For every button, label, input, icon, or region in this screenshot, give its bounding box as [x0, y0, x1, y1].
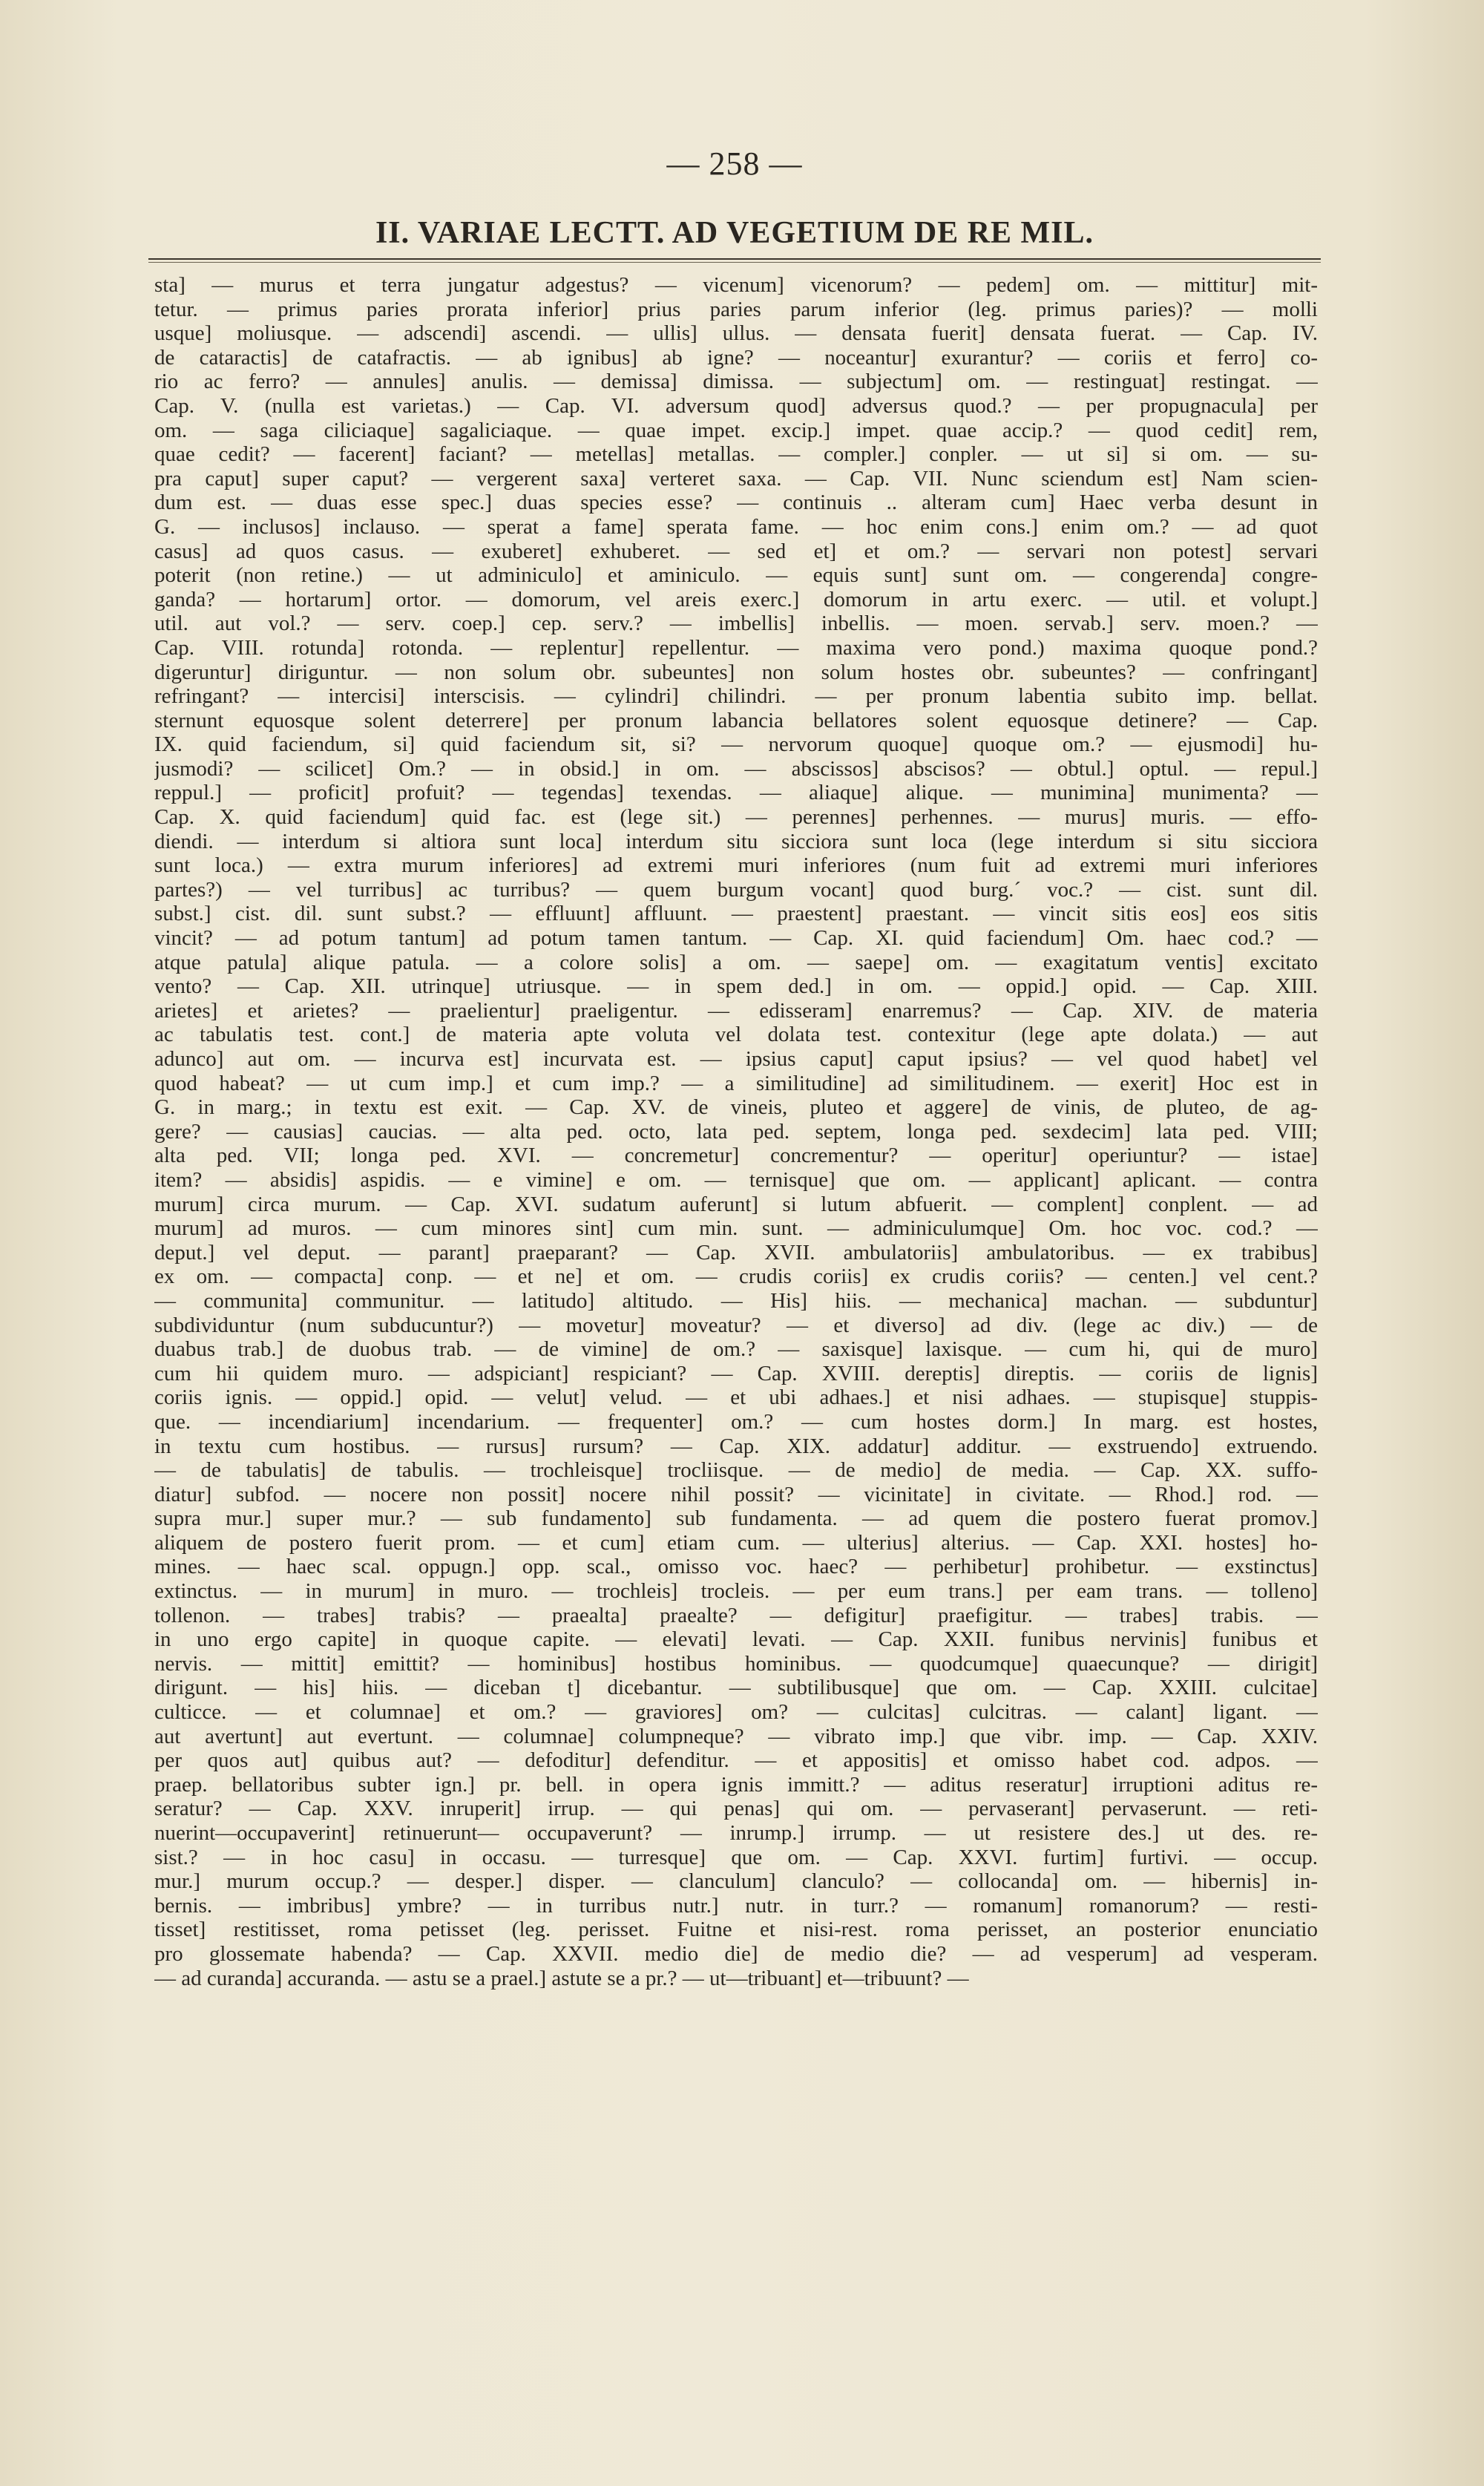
text-line: Cap. X. quid faciendum] quid fac. est (lege sit.) — perennes] perhennes. — murus] muris. — effo- [154, 805, 1318, 830]
text-line: in uno ergo capite] in quoque capite. — elevati] levati. — Cap. XXII. funibus nervinis] funibus et [154, 1627, 1318, 1652]
text-line: tetur. — primus paries prorata inferior] prius paries parum inferior (leg. primus paries)? — molli [154, 297, 1318, 321]
text-line: refringant? — intercisi] interscisis. — cylindri] chilindri. — per pronum labentia subito imp. bellat. [154, 684, 1318, 709]
text-line: in textu cum hostibus. — rursus] rursum? — Cap. XIX. addatur] additur. — exstruendo] extruendo. [154, 1434, 1318, 1458]
text-line: mur.] murum occup.? — desper.] disper. — clanculum] clanculo? — collocanda] om. — hibernis] in- [154, 1869, 1318, 1894]
text-line: ex om. — compacta] conp. — et ne] et om. — crudis coriis] ex crudis coriis? — centen.] vel cent.? [154, 1265, 1318, 1289]
text-line: subdividuntur (num subducuntur?) — movetur] moveatur? — et diverso] ad div. (lege ac div.) — de [154, 1313, 1318, 1337]
text-line: atque patula] alique patula. — a colore solis] a om. — saepe] om. — exagitatum ventis] excitato [154, 950, 1318, 974]
text-line: diendi. — interdum si altiora sunt loca] interdum situ sicciora sunt loca (lege interdum si situ sicciora [154, 829, 1318, 853]
page-title: II. VARIAE LECTT. AD VEGETIUM DE RE MIL. [375, 216, 1094, 250]
text-line: vincit? — ad potum tantum] ad potum tamen tantum. — Cap. XI. quid faciendum] Om. haec cod.? — [154, 926, 1318, 951]
text-line: alta ped. VII; longa ped. XVI. — concremetur] concrementur? — operitur] operiuntur? — istae] [154, 1144, 1318, 1168]
text-line: que. — incendiarium] incendarium. — frequenter] om.? — cum hostes dorm.] In marg. est hostes, [154, 1409, 1318, 1434]
text-line: tisset] restitisset, roma petisset (leg. perisset. Fuitne et nisi-rest. roma perisset, an posterior enunciatio [154, 1918, 1318, 1942]
text-line: subst.] cist. dil. sunt subst.? — effluunt] affluunt. — praestent] praestant. — vincit sitis eos] eos sitis [154, 902, 1318, 926]
text-line: aut avertunt] aut evertunt. — columnae] columpneque? — vibrato imp.] que vibr. imp. — Cap. XXIV. [154, 1724, 1318, 1748]
text-line: coriis ignis. — oppid.] opid. — velut] velud. — et ubi adhaes.] et nisi adhaes. — stupisque] stuppis- [154, 1385, 1318, 1410]
text-line: deput.] vel deput. — parant] praeparant? — Cap. XVII. ambulatoriis] ambulatoribus. — ex trabibus] [154, 1240, 1318, 1265]
text-line: ac tabulatis test. cont.] de materia apte voluta vel dolata test. contexitur (lege apte dolata.) — aut [154, 1023, 1318, 1047]
text-line: tollenon. — trabes] trabis? — praealta] praealte? — defigitur] praefigitur. — trabes] trabis. — [154, 1603, 1318, 1627]
text-line: poterit (non retine.) — ut adminiculo] et aminiculo. — equis sunt] sunt om. — congerenda] congre- [154, 563, 1318, 588]
text-line: gere? — causias] caucias. — alta ped. octo, lata ped. septem, longa ped. sexdecim] lata ped. VIII; [154, 1119, 1318, 1144]
text-line: praep. bellatoribus subter ign.] pr. bell. in opera ignis immitt.? — aditus reseratur] irruptioni aditus re- [154, 1772, 1318, 1797]
text-line: quod habeat? — ut cum imp.] et cum imp.? — a similitudine] ad similitudinem. — exerit] Hoc est in [154, 1071, 1318, 1095]
text-line: per quos aut] quibus aut? — defoditur] defenditur. — et appositis] et omisso habet cod. adpos. — [154, 1748, 1318, 1773]
text-line: partes?) — vel turribus] ac turribus? — quem burgum vocant] quod burg.´ voc.? — cist. sunt dil. [154, 877, 1318, 902]
text-line: extinctus. — in murum] in muro. — trochleis] trocleis. — per eum trans.] per eam trans. — tolleno] [154, 1579, 1318, 1604]
text-line: usque] moliusque. — adscendi] ascendi. — ullis] ullus. — densata fuerit] densata fuerat. — Cap. IV. [154, 321, 1318, 346]
text-line: cum hii quidem muro. — adspiciant] respiciant? — Cap. XVIII. dereptis] direptis. — coriis de lignis] [154, 1361, 1318, 1385]
text-line: — communita] communitur. — latitudo] altitudo. — His] hiis. — mechanica] machan. — subduntur] [154, 1288, 1318, 1313]
text-line: om. — saga ciliciaque] sagaliciaque. — quae impet. excip.] impet. quae accip.? — quod cedit] rem, [154, 418, 1318, 442]
text-line: sternunt equosque solent deterrere] per pronum labancia bellatores solent equosque detinere? — Cap. [154, 708, 1318, 732]
text-line: casus] ad quos casus. — exuberet] exhuberet. — sed et] et om.? — servari non potest] servari [154, 539, 1318, 563]
page-number: — 258 — [666, 145, 803, 182]
text-line: sta] — murus et terra jungatur adgestus? — vicenum] vicenorum? — pedem] om. — mittitur] mit- [154, 273, 1318, 297]
text-line: vento? — Cap. XII. utrinque] utriusque. — in spem ded.] in om. — oppid.] opid. — Cap. XIII. [154, 974, 1318, 999]
text-line: pra caput] super caput? — vergerent saxa] verteret saxa. — Cap. VII. Nunc sciendum est] Nam scien- [154, 466, 1318, 491]
text-line: adunco] aut om. — incurva est] incurvata est. — ipsius caput] caput ipsius? — vel quod habet] vel [154, 1047, 1318, 1071]
text-line: G. — inclusos] inclauso. — sperat a fame] sperata fame. — hoc enim cons.] enim om.? — ad quot [154, 514, 1318, 539]
text-line: util. aut vol.? — serv. coep.] cep. serv.? — imbellis] inbellis. — moen. servab.] serv. moen.? — [154, 611, 1318, 636]
text-line: G. in marg.; in textu est exit. — Cap. XV. de vineis, pluteo et aggere] de vinis, de pluteo, de ag- [154, 1095, 1318, 1120]
text-line: sunt loca.) — extra murum inferiores] ad extremi muri inferiores (num fuit ad extremi muri inferiores [154, 853, 1318, 878]
text-line: pro glossemate habenda? — Cap. XXVII. medio die] de medio die? — ad vesperum] ad vesperam. [154, 1941, 1318, 1966]
text-line: reppul.] — proficit] profuit? — tegendas] texendas. — aliaque] alique. — munimina] munimenta? — [154, 781, 1318, 805]
text-line: nervis. — mittit] emittit? — hominibus] hostibus hominibus. — quodcumque] quaecunque? — dirigit] [154, 1651, 1318, 1676]
text-line: arietes] et arietes? — praelientur] praeligentur. — edisseram] enarremus? — Cap. XIV. de materia [154, 998, 1318, 1023]
title-rule [148, 258, 1321, 260]
title-rule-thin [148, 262, 1321, 263]
text-line: nuerint—occupaverint] retinuerunt— occupaverunt? — inrump.] irrump. — ut resistere des.] ut des. re- [154, 1821, 1318, 1845]
text-line: — de tabulatis] de tabulis. — trochleisque] trocliisque. — de medio] de media. — Cap. XX. suffo- [154, 1458, 1318, 1483]
text-line: culticce. — et columnae] et om.? — graviores] om? — culcitas] culcitras. — calant] ligant. — [154, 1700, 1318, 1725]
text-line: duabus trab.] de duobus trab. — de vimine] de om.? — saxisque] laxisque. — cum hi, qui de muro] [154, 1337, 1318, 1362]
text-line: rio ac ferro? — annules] anulis. — demissa] dimissa. — subjectum] om. — restinguat] restingat. — [154, 370, 1318, 394]
text-line: mines. — haec scal. oppugn.] opp. scal., omisso voc. haec? — perhibetur] prohibetur. — exstinctus] [154, 1555, 1318, 1579]
text-line: Cap. VIII. rotunda] rotonda. — replentur] repellentur. — maxima vero pond.) maxima quoque pond.? [154, 635, 1318, 660]
text-line: ganda? — hortarum] ortor. — domorum, vel areis exerc.] domorum in artu exerc. — util. et volupt.] [154, 587, 1318, 611]
text-line: quae cedit? — facerent] faciant? — metellas] metallas. — compler.] conpler. — ut si] si om. — su- [154, 442, 1318, 467]
text-line: seratur? — Cap. XXV. inruperit] irrup. — qui penas] qui om. — pervaserant] pervaserunt. — reti- [154, 1797, 1318, 1821]
text-line: murum] circa murum. — Cap. XVI. sudatum auferunt] si lutum abfuerit. — complent] conplent. — ad [154, 1192, 1318, 1216]
text-line: sist.? — in hoc casu] in occasu. — turresque] que om. — Cap. XXVI. furtim] furtivi. — occup. [154, 1845, 1318, 1869]
text-line: digeruntur] diriguntur. — non solum obr. subeuntes] non solum hostes obr. subeuntes? — confringant] [154, 660, 1318, 684]
text-line: IX. quid faciendum, si] quid faciendum sit, si? — nervorum quoque] quoque om.? — ejusmodi] hu- [154, 732, 1318, 757]
text-line: item? — absidis] aspidis. — e vimine] e om. — ternisque] que om. — applicant] aplicant. — contra [154, 1167, 1318, 1192]
text-line: supra mur.] super mur.? — sub fundamento] sub fundamenta. — ad quem die postero fuerat promov.] [154, 1506, 1318, 1531]
text-line: aliquem de postero fuerit prom. — et cum] etiam cum. — ulterius] alterius. — Cap. XXI. hostes] ho- [154, 1530, 1318, 1555]
text-line: bernis. — imbribus] ymbre? — in turribus nutr.] nutr. in turr.? — romanum] romanorum? — resti- [154, 1893, 1318, 1918]
text-line: Cap. V. (nulla est varietas.) — Cap. VI. adversum quod] adversus quod.? — per propugnacula] per [154, 393, 1318, 418]
text-line: diatur] subfod. — nocere non possit] nocere nihil possit? — vicinitate] in civitate. — Rhod.] rod. — [154, 1482, 1318, 1506]
text-line: jusmodi? — scilicet] Om.? — in obsid.] in om. — abscissos] abscisos? — obtul.] optul. — repul.] [154, 756, 1318, 781]
text-line: dum est. — duas esse spec.] duas species esse? — continuis .. alteram cum] Haec verba desunt in [154, 491, 1318, 515]
variant-readings-text [154, 273, 1318, 1990]
text-line: murum] ad muros. — cum minores sint] cum min. sunt. — adminiculumque] Om. hoc voc. cod.? — [154, 1216, 1318, 1241]
text-line: dirigunt. — his] hiis. — diceban t] dicebantur. — subtilibusque] que om. — Cap. XXIII. culcitae] [154, 1676, 1318, 1700]
text-line: — ad curanda] accuranda. — astu se a prael.] astute se a pr.? — ut—tribuant] et—tribuunt? — [154, 1966, 969, 1990]
text-line: de cataractis] de catafractis. — ab ignibus] ab igne? — noceantur] exurantur? — coriis et ferro] co- [154, 345, 1318, 370]
